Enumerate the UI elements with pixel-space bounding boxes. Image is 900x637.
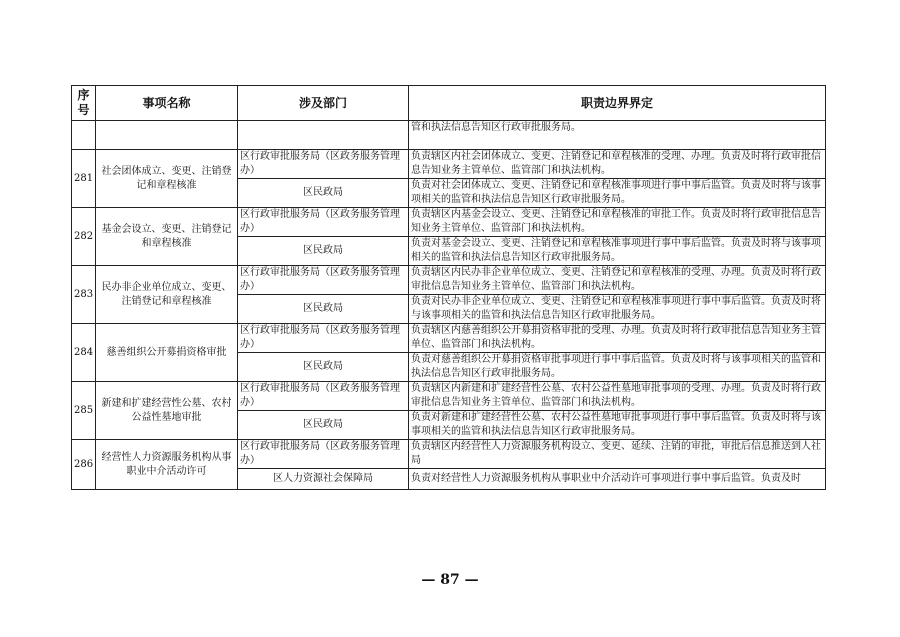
table-row (72, 208, 826, 237)
continuation-duty: 管和执法信息告知区行政审批服务局。 (409, 121, 826, 150)
duty-supervision: 负责对新建和扩建经营性公墓、农村公益性墓地审批事项进行事中事后监管。负责及时将与该事项相关的监管和执法信息告知区行政审批服务局。 (409, 411, 826, 440)
continuation-row (72, 121, 826, 150)
dept-supervision: 区民政局 (238, 179, 409, 208)
row-number: 281 (72, 150, 96, 208)
duty-supervision: 负责对经营性人力资源服务机构从事职业中介活动许可事项进行事中事后监管。负责及时 (409, 469, 826, 490)
duty-approval: 负责辖区内社会团体成立、变更、注销登记和章程核准的受理、办理。负责及时将行政审批信息告知业务主管单位、监管部门和执法机构。 (409, 150, 826, 179)
header-seq: 序号 (72, 86, 96, 121)
table-header-row (72, 86, 826, 121)
dept-approval: 区行政审批服务局（区政务服务管理办） (238, 324, 409, 353)
dept-approval: 区行政审批服务局（区政务服务管理办） (238, 440, 409, 469)
row-number: 283 (72, 266, 96, 324)
duty-supervision: 负责对基金会设立、变更、注销登记和章程核准事项进行事中事后监管。负责及时将与该事项相关的监管和执法信息告知区行政审批服务局。 (409, 237, 826, 266)
table-row (72, 324, 826, 353)
dept-supervision: 区民政局 (238, 237, 409, 266)
dept-approval: 区行政审批服务局（区政务服务管理办） (238, 150, 409, 179)
duty-approval: 负责辖区内经营性人力资源服务机构设立、变更、延续、注销的审批，审批后信息推送到人社局 (409, 440, 826, 469)
row-number: 284 (72, 324, 96, 382)
duty-approval: 负责辖区内基金会设立、变更、注销登记和章程核准的审批工作。负责及时将行政审批信息告知业务主管单位、监管部门和执法机构。 (409, 208, 826, 237)
row-number: 282 (72, 208, 96, 266)
dept-approval: 区行政审批服务局（区政务服务管理办） (238, 382, 409, 411)
duty-approval: 负责辖区内慈善组织公开募捐资格审批的受理、办理。负责及时将行政审批信息告知业务主管单位、监管部门和执法机构。 (409, 324, 826, 353)
dept-approval: 区行政审批服务局（区政务服务管理办） (238, 208, 409, 237)
duty-supervision: 负责对民办非企业单位成立、变更、注销登记和章程核准事项进行事中事后监管。负责及时将与该事项相关的监管和执法信息告知区行政审批服务局。 (409, 295, 826, 324)
duty-approval: 负责辖区内民办非企业单位成立、变更、注销登记和章程核准的受理、办理。负责及时将行政审批信息告知业务主管单位、监管部门和执法机构。 (409, 266, 826, 295)
row-number: 285 (72, 382, 96, 440)
item-name: 慈善组织公开募捐资格审批 (96, 324, 238, 382)
page-number: — 87 — (421, 572, 479, 588)
header-duty: 职责边界界定 (409, 86, 826, 121)
dept-supervision: 区民政局 (238, 353, 409, 382)
row-number: 286 (72, 440, 96, 490)
dept-approval: 区行政审批服务局（区政务服务管理办） (238, 266, 409, 295)
item-name: 新建和扩建经营性公墓、农村公益性墓地审批 (96, 382, 238, 440)
dept-supervision: 区人力资源社会保障局 (238, 469, 409, 490)
table-row (72, 440, 826, 469)
dept-supervision: 区民政局 (238, 411, 409, 440)
duty-approval: 负责辖区内新建和扩建经营性公墓、农村公益性墓地审批事项的受理、办理。负责及时将行政审批信息告知业务主管单位、监管部门和执法机构。 (409, 382, 826, 411)
item-name: 基金会设立、变更、注销登记和章程核准 (96, 208, 238, 266)
header-name: 事项名称 (96, 86, 238, 121)
dept-supervision: 区民政局 (238, 295, 409, 324)
duty-supervision: 负责对慈善组织公开募捐资格审批事项进行事中事后监管。负责及时将与该事项相关的监管和执法信息告知区行政审批服务局。 (409, 353, 826, 382)
table-row (72, 382, 826, 411)
item-name: 经营性人力资源服务机构从事职业中介活动许可 (96, 440, 238, 490)
item-name: 民办非企业单位成立、变更、注销登记和章程核准 (96, 266, 238, 324)
header-dept: 涉及部门 (238, 86, 409, 121)
responsibility-table (71, 85, 826, 490)
item-name: 社会团体成立、变更、注销登记和章程核准 (96, 150, 238, 208)
table-row (72, 150, 826, 179)
duty-supervision: 负责对社会团体成立、变更、注销登记和章程核准事项进行事中事后监管。负责及时将与该事项相关的监管和执法信息告知区行政审批服务局。 (409, 179, 826, 208)
table-row (72, 266, 826, 295)
